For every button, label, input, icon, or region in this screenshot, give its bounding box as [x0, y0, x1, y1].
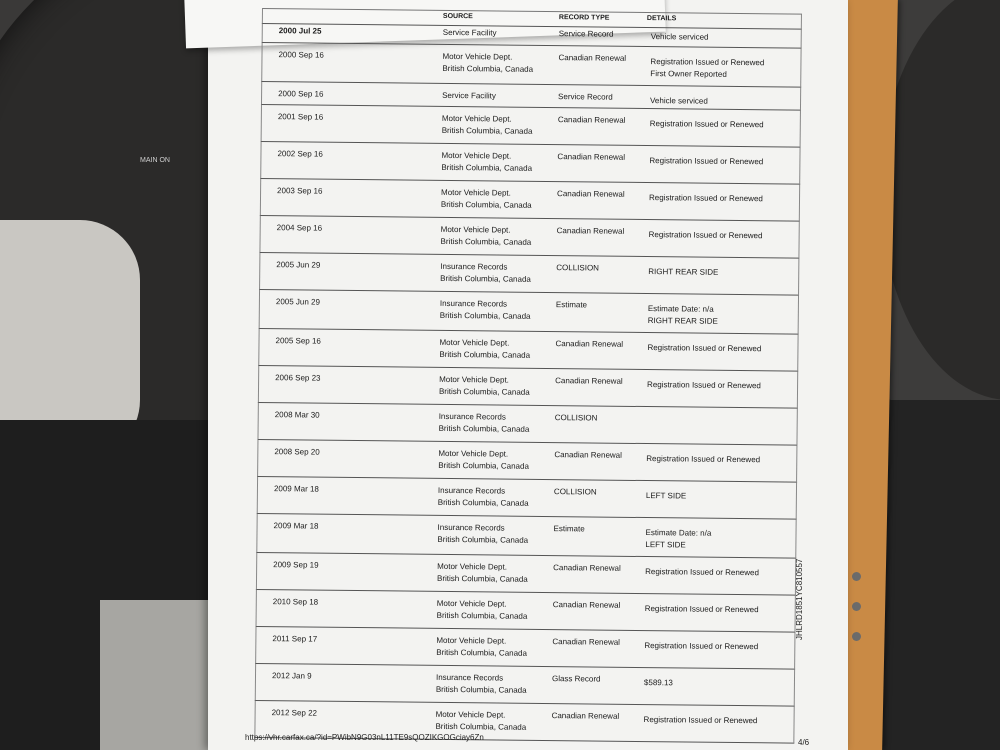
row-source-line: Service Facility: [442, 27, 497, 38]
row-source-line: Motor Vehicle Dept.: [436, 635, 507, 646]
table-row: [258, 329, 798, 372]
row-source-line: British Columbia, Canada: [441, 162, 533, 173]
row-details: [649, 155, 763, 168]
row-details-line: RIGHT REAR SIDE: [647, 316, 718, 326]
row-date: 2004 Sep 16: [276, 223, 323, 233]
header-source: SOURCE: [442, 12, 473, 21]
row-source-line: British Columbia, Canada: [440, 199, 532, 210]
row-details: [644, 640, 758, 653]
row-source: [437, 598, 528, 623]
row-source-line: Motor Vehicle Dept.: [441, 150, 512, 161]
row-date: 2008 Mar 30: [274, 410, 320, 420]
row-details: [650, 56, 764, 81]
table-row: [256, 553, 796, 596]
row-source-line: Motor Vehicle Dept.: [442, 51, 513, 62]
row-details: [650, 95, 708, 108]
table-body: [254, 24, 801, 744]
hole: [852, 632, 861, 641]
row-date: 2005 Jun 29: [276, 260, 321, 270]
row-details: [649, 229, 763, 242]
table-row: [255, 664, 795, 707]
row-source: [443, 27, 497, 40]
table-row: [261, 105, 801, 148]
row-source: [440, 298, 531, 323]
row-source-line: British Columbia, Canada: [436, 610, 528, 621]
table-row: [256, 590, 796, 633]
row-source-line: British Columbia, Canada: [441, 125, 533, 136]
row-details-line: Registration Issued or Renewed: [645, 567, 760, 578]
row-source-line: Service Facility: [442, 90, 496, 101]
row-details-line: $589.13: [643, 678, 673, 688]
footer-url: https://vhr.carfax.ca/?id=PWibN9G03nL11TE9sQOZIKGOGciay6Zn: [245, 733, 484, 742]
row-date: 2005 Jun 29: [275, 297, 321, 307]
row-details-line: Registration Issued or Renewed: [646, 454, 761, 465]
header-record-type: RECORD TYPE: [558, 14, 610, 22]
row-record-type: Canadian Renewal: [557, 115, 626, 125]
row-details: [645, 566, 759, 579]
row-source-line: British Columbia, Canada: [438, 460, 529, 471]
table-row: [257, 403, 797, 446]
row-date: 2006 Sep 23: [275, 373, 321, 383]
table-row: [261, 43, 801, 88]
row-details-line: Registration Issued or Renewed: [647, 380, 761, 391]
row-source: [442, 90, 496, 103]
car-seat: [870, 400, 1000, 750]
row-details: [647, 342, 761, 355]
row-source-line: Motor Vehicle Dept.: [439, 337, 510, 348]
vin-number: JHLRD1851YC810557: [795, 558, 804, 640]
row-record-type: COLLISION: [556, 263, 600, 273]
row-date: 2011 Sep 17: [272, 634, 318, 644]
row-details-line: Registration Issued or Renewed: [647, 343, 762, 354]
row-source: [439, 374, 530, 399]
row-source: [436, 672, 527, 697]
row-date: 2009 Mar 18: [273, 484, 319, 494]
row-date: 2000 Sep 16: [278, 50, 324, 60]
row-details: [644, 714, 758, 727]
table-row: [255, 627, 795, 670]
dash-button-label: MAIN ON: [140, 157, 170, 164]
row-source-line: British Columbia, Canada: [442, 63, 534, 74]
row-details-line: LEFT SIDE: [645, 540, 686, 550]
row-details-line: Registration Issued or Renewed: [648, 193, 763, 204]
row-source-line: Motor Vehicle Dept.: [439, 374, 509, 385]
row-date: 2000 Sep 16: [278, 89, 324, 99]
row-source: [441, 150, 532, 175]
row-record-type: Canadian Renewal: [556, 226, 625, 236]
row-source-line: British Columbia, Canada: [438, 386, 530, 397]
row-source-line: Insurance Records: [435, 672, 504, 683]
row-source: [441, 187, 532, 212]
row-date: 2005 Sep 16: [275, 336, 321, 346]
row-details-line: Registration Issued or Renewed: [643, 715, 758, 726]
row-source: [442, 51, 533, 76]
row-source-line: British Columbia, Canada: [440, 236, 532, 247]
table-row: [260, 142, 800, 185]
row-date: 2008 Sep 20: [274, 447, 320, 457]
row-record-type: Canadian Renewal: [551, 711, 620, 721]
table-row: [257, 440, 797, 483]
table-row: [257, 477, 797, 520]
row-record-type: Canadian Renewal: [558, 53, 627, 63]
row-source-line: British Columbia, Canada: [438, 423, 530, 434]
row-source: [442, 113, 533, 138]
row-source-line: Motor Vehicle Dept.: [441, 187, 511, 198]
row-record-type: Canadian Renewal: [552, 600, 621, 610]
row-date: 2010 Sep 18: [272, 597, 319, 607]
row-source: [438, 448, 529, 473]
row-record-type: Service Record: [558, 92, 613, 102]
row-details-line: LEFT SIDE: [645, 491, 687, 501]
row-details-line: Registration Issued or Renewed: [644, 641, 759, 652]
row-date: 2012 Jan 9: [271, 671, 312, 681]
row-details-line: Vehicle serviced: [650, 96, 708, 106]
row-source-line: Insurance Records: [437, 522, 505, 533]
row-details-line: RIGHT REAR SIDE: [648, 267, 719, 277]
row-source-line: British Columbia, Canada: [436, 573, 528, 584]
row-record-type: Canadian Renewal: [557, 189, 625, 199]
row-source-line: British Columbia, Canada: [435, 721, 527, 732]
row-details-line: Estimate Date: n/a: [645, 528, 712, 538]
row-record-type: Canadian Renewal: [555, 339, 624, 349]
row-source: [437, 522, 528, 547]
row-source-line: Motor Vehicle Dept.: [441, 113, 512, 124]
row-record-type: COLLISION: [553, 487, 597, 497]
hole: [852, 602, 861, 611]
table-row: [256, 514, 796, 559]
row-source: [437, 561, 528, 586]
row-source-line: Motor Vehicle Dept.: [437, 561, 508, 572]
row-details: [646, 490, 686, 502]
row-source: [439, 411, 530, 436]
header-details: DETAILS: [646, 15, 677, 23]
table-row: [259, 253, 799, 296]
row-record-type: Canadian Renewal: [554, 450, 622, 460]
row-source-line: Insurance Records: [437, 485, 506, 496]
row-source-line: British Columbia, Canada: [439, 310, 531, 321]
row-details-line: First Owner Reported: [650, 69, 727, 79]
row-details: [645, 603, 759, 616]
row-record-type: Glass Record: [551, 674, 601, 684]
row-details: [646, 453, 760, 466]
row-details: [649, 192, 763, 205]
table-row: [260, 179, 800, 222]
row-details-line: Vehicle serviced: [650, 32, 709, 42]
row-source-line: Motor Vehicle Dept.: [435, 709, 506, 720]
row-date: 2003 Sep 16: [277, 186, 323, 196]
row-source: [436, 635, 527, 660]
row-details-line: Registration Issued or Renewed: [649, 119, 764, 130]
row-source-line: British Columbia, Canada: [437, 497, 529, 508]
row-record-type: Estimate: [555, 300, 588, 310]
vehicle-history-table: [254, 8, 802, 734]
row-source-line: Motor Vehicle Dept.: [440, 224, 511, 235]
row-details: [648, 266, 718, 279]
row-details: [648, 303, 718, 328]
row-record-type: Canadian Renewal: [552, 637, 621, 647]
row-date: 2000 Jul 25: [278, 26, 322, 36]
row-record-type: Canadian Renewal: [557, 152, 626, 162]
table-row: [258, 366, 798, 409]
row-source-line: British Columbia, Canada: [439, 349, 531, 360]
row-details: [647, 379, 761, 392]
row-source: [440, 261, 531, 286]
row-details-line: Estimate Date: n/a: [647, 304, 714, 314]
row-source-line: Insurance Records: [438, 411, 506, 422]
table-row: [259, 216, 799, 259]
row-record-type: Canadian Renewal: [553, 563, 621, 573]
row-source: [435, 709, 526, 734]
row-source-line: Insurance Records: [440, 261, 508, 272]
row-details: [645, 527, 711, 552]
row-date: 2002 Sep 16: [277, 149, 323, 159]
row-record-type: Estimate: [553, 524, 585, 534]
row-details-line: Registration Issued or Renewed: [644, 604, 759, 615]
row-source: [438, 485, 529, 510]
row-details-line: Registration Issued or Renewed: [648, 230, 763, 241]
row-source-line: British Columbia, Canada: [435, 684, 527, 695]
row-details: [650, 118, 764, 131]
table-row: [259, 290, 799, 335]
row-record-type: COLLISION: [554, 413, 598, 423]
row-date: 2001 Sep 16: [277, 112, 324, 122]
row-record-type: Service Record: [558, 29, 614, 39]
row-details: [644, 677, 673, 689]
row-date: 2009 Sep 19: [273, 560, 319, 570]
row-record-type: Canadian Renewal: [555, 376, 623, 386]
row-source: [439, 337, 530, 362]
page-number: 4/6: [798, 738, 810, 747]
row-date: 2012 Sep 22: [271, 708, 318, 718]
row-date: 2009 Mar 18: [273, 521, 319, 531]
row-source-line: Motor Vehicle Dept.: [438, 448, 509, 459]
row-source-line: British Columbia, Canada: [437, 534, 529, 545]
row-source-line: Motor Vehicle Dept.: [436, 598, 507, 609]
row-source-line: British Columbia, Canada: [440, 273, 531, 284]
hole: [852, 572, 861, 581]
row-details-line: Registration Issued or Renewed: [649, 156, 764, 167]
row-source-line: British Columbia, Canada: [436, 647, 528, 658]
row-details-line: Registration Issued or Renewed: [650, 57, 765, 68]
row-source-line: Insurance Records: [439, 298, 508, 309]
row-source: [440, 224, 531, 249]
row-details: [651, 31, 709, 44]
